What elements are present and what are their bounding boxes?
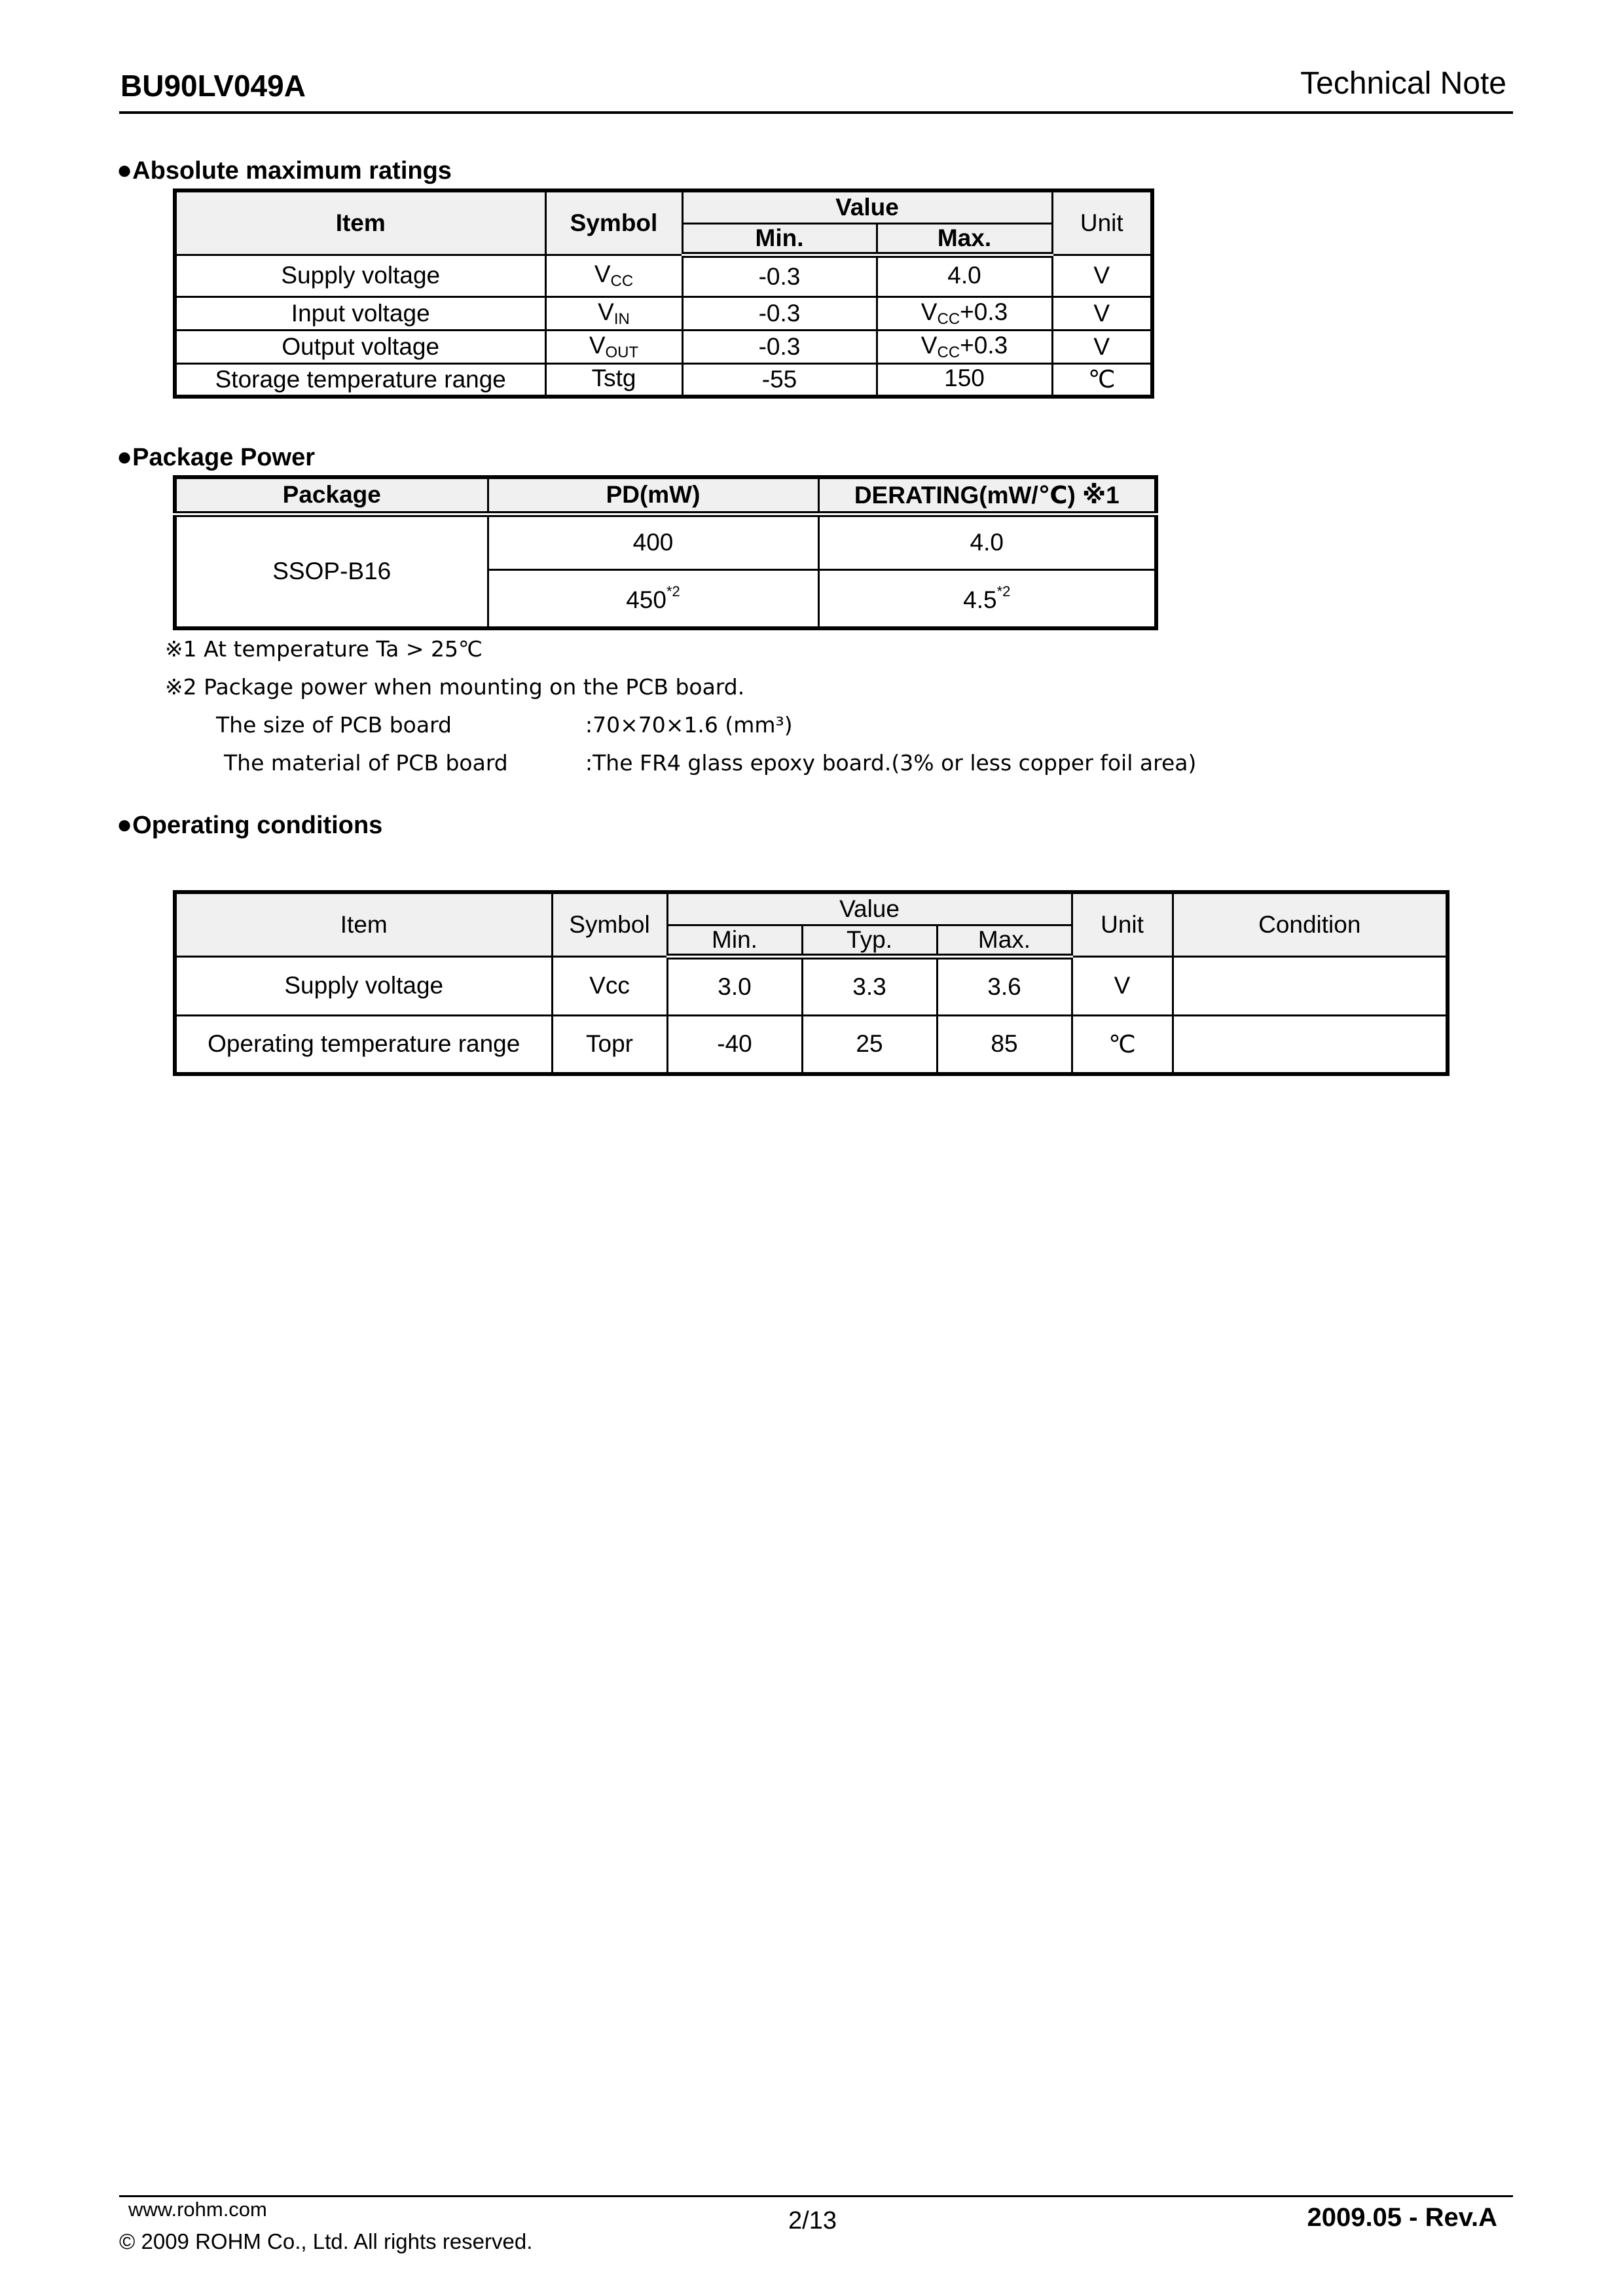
cell-min: -0.3: [682, 255, 877, 296]
pcb-material-label: The material of PCB board: [224, 750, 508, 776]
cell-max: $V_{CC}+0.3$: [877, 330, 1052, 363]
note-1: ※1 At temperature Ta > 25℃: [165, 636, 483, 662]
cell-symbol: $V_{IN}$: [545, 296, 682, 330]
pkg-power-heading-text: Package Power: [132, 444, 315, 471]
cell-pd: 400: [488, 514, 818, 569]
bullet-icon: ●: [117, 156, 133, 185]
cell-derating: 4.0: [818, 514, 1156, 569]
cell-pd: 450$^{*2}$: [488, 569, 818, 628]
op-cond-table: [173, 890, 1450, 1076]
abs-max-table: [173, 188, 1154, 399]
cell-symbol: Vcc: [552, 956, 667, 1015]
cell-unit: V: [1052, 330, 1152, 363]
col-header-value: Value: [682, 190, 1052, 223]
table-row: [175, 956, 1448, 1015]
cell-condition: [1173, 1015, 1448, 1074]
col-header-condition: Condition: [1173, 892, 1448, 956]
col-header-item: Item: [175, 190, 545, 255]
cell-min: -0.3: [682, 330, 877, 363]
cell-max: 3.6: [937, 956, 1072, 1015]
pcb-material-value: :The FR4 glass epoxy board.(3% or less copper foil area): [585, 750, 1197, 776]
cell-min: -0.3: [682, 296, 877, 330]
cell-unit: V: [1052, 255, 1152, 296]
cell-item: Output voltage: [175, 330, 545, 363]
table-row: [175, 330, 1152, 363]
pcb-size-value: :70×70×1.6 (mm³): [585, 712, 793, 738]
cell-derating: 4.5$^{*2}$: [818, 569, 1156, 628]
abs-max-heading: [117, 156, 452, 185]
cell-min: 3.0: [667, 956, 802, 1015]
col-header-symbol: Symbol: [552, 892, 667, 956]
col-header-derating: DERATING(mW/℃) ※1: [818, 477, 1156, 514]
op-cond-heading-text: Operating conditions: [132, 812, 383, 839]
document-type: Technical Note: [1300, 66, 1506, 101]
footer-rule: [119, 2195, 1513, 2197]
page-number: 2/13: [788, 2207, 837, 2234]
header-rule: [119, 111, 1513, 114]
cell-typ: 3.3: [802, 956, 937, 1015]
cell-item: Operating temperature range: [175, 1015, 552, 1074]
table-row: [175, 255, 1152, 296]
cell-unit: ℃: [1072, 1015, 1173, 1074]
cell-typ: 25: [802, 1015, 937, 1074]
pkg-power-heading: [117, 442, 315, 472]
footer-revision: 2009.05 - Rev.A: [1307, 2203, 1497, 2232]
cell-symbol: Topr: [552, 1015, 667, 1074]
cell-max: 150: [877, 363, 1052, 397]
pcb-size-label: The size of PCB board: [216, 712, 452, 738]
bullet-icon: ●: [117, 810, 133, 839]
col-header-min: Min.: [667, 925, 802, 956]
pkg-power-table: [173, 475, 1158, 630]
col-header-value: Value: [667, 892, 1072, 925]
cell-item: Input voltage: [175, 296, 545, 330]
footer-url: www.rohm.com: [128, 2198, 267, 2221]
note-2: ※2 Package power when mounting on the PCB board.: [165, 674, 745, 700]
cell-symbol: $V_{CC}$: [545, 255, 682, 296]
col-header-package: Package: [175, 477, 488, 514]
footer-copyright: © 2009 ROHM Co., Ltd. All rights reserved.: [119, 2229, 533, 2253]
col-header-unit: Unit: [1052, 190, 1152, 255]
cell-condition: [1173, 956, 1448, 1015]
cell-unit: V: [1052, 296, 1152, 330]
cell-symbol: $V_{OUT}$: [545, 330, 682, 363]
cell-package: SSOP-B16: [175, 514, 488, 628]
table-row: [175, 296, 1152, 330]
cell-max: 85: [937, 1015, 1072, 1074]
col-header-typ: Typ.: [802, 925, 937, 956]
cell-symbol: Tstg: [545, 363, 682, 397]
cell-unit: V: [1072, 956, 1173, 1015]
table-row: [175, 1015, 1448, 1074]
col-header-pd: PD(mW): [488, 477, 818, 514]
col-header-min: Min.: [682, 223, 877, 255]
col-header-item: Item: [175, 892, 552, 956]
abs-max-heading-text: Absolute maximum ratings: [132, 157, 452, 185]
cell-min: -55: [682, 363, 877, 397]
table-row: [175, 514, 1156, 569]
col-header-symbol: Symbol: [545, 190, 682, 255]
cell-max: $V_{CC}+0.3$: [877, 296, 1052, 330]
cell-item: Supply voltage: [175, 255, 545, 296]
cell-item: Supply voltage: [175, 956, 552, 1015]
col-header-max: Max.: [877, 223, 1052, 255]
bullet-icon: ●: [117, 442, 133, 471]
table-row: [175, 363, 1152, 397]
col-header-unit: Unit: [1072, 892, 1173, 956]
cell-min: -40: [667, 1015, 802, 1074]
cell-max: 4.0: [877, 255, 1052, 296]
document-title: BU90LV049A: [120, 69, 306, 103]
op-cond-heading: [117, 810, 382, 840]
cell-item: Storage temperature range: [175, 363, 545, 397]
cell-unit: ℃: [1052, 363, 1152, 397]
col-header-max: Max.: [937, 925, 1072, 956]
